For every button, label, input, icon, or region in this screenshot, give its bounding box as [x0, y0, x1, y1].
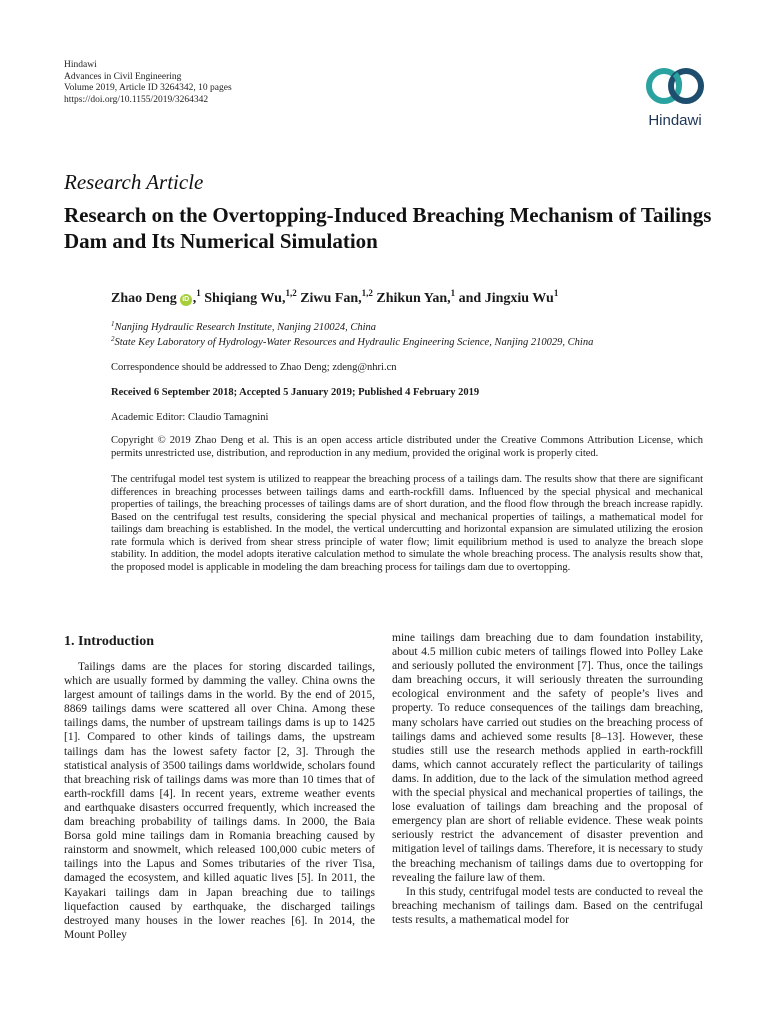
publisher-name: Hindawi: [64, 60, 97, 70]
orcid-icon[interactable]: iD: [180, 294, 192, 306]
author-affil-sup: 1: [553, 288, 559, 298]
body-paragraph: In this study, centrifugal model tests are conducted to reveal the breaching mechanism of tailings dam. Based on the centrifugal tests results, a mathematical model for: [392, 885, 703, 926]
logo-text: Hindawi: [648, 112, 702, 129]
affiliation: [111, 322, 376, 333]
author-name[interactable]: Ziwu Fan,: [300, 291, 362, 306]
affiliation: [111, 337, 593, 348]
article-title: Research on the Overtopping-Induced Breaching Mechanism of Tailings Dam and Its Numerical Simulation: [64, 203, 712, 253]
abstract: The centrifugal model test system is utilized to reappear the breaching process of a tailings dam. The results show that there are significant differences in breaching processes between tailings dams and earth-rockfill dams. Influenced by the special physical and mechanical properties of tailings, the breaching processes of tailings dams are of short duration, and the flood flow through the breach increase rapidly. Based on the centrifugal test results, considering the special physical and mechanical properties of tailings, a mathematical model for tailings dam breaching is established. In the model, the vertical undercutting and horizontal expansion are simulated utilizing the erosion rate formula which is derived from shear stress principle of water flow; limit equilibrium method is used to analyze the breach slope stability. In addition, the model adopts iterative calculation method to simulate the whole breaching process. The analysis results show that, the proposed model is applicable in modeling the dam breaching process for tailings dam due to overtopping.: [111, 474, 703, 573]
body-paragraph: mine tailings dam breaching due to dam foundation instability, about 4.5 million cubic meters of tailings flowed into Polley Lake and seriously polluted the environment [7]. Thus, once the tailings dam breaching occurs, it will seriously threaten the surrounding ecological environment and the safety of people’s lives and property. To reduce consequences of the tailings dam breaching, many scholars have carried out studies on the breaching process of tailings dams and achieved some results [8–13]. However, these studies still use the research methods applied in earth-rockfill dams, which cannot accurately reflect the particularity of tailings dams. In addition, due to the lack of the simulation method agreed with the special physical and mechanical properties of tailings, the lose evaluation of tailings dam breaching and the proposal of emergency plan are short of reliable evidence. These weak points seriously restrict the advancement of disaster prevention and mitigation level of tailings dams. Therefore, it is necessary to study the breaching mechanism of tailings dams due to overtopping for revealing the failure law of them.: [392, 632, 703, 884]
hindawi-rings-icon: [634, 60, 716, 112]
copyright-notice: Copyright © 2019 Zhao Deng et al. This is an open access article distributed under the Creative Commons Attribution License, which permits unrestricted use, distribution, and reproduction in any medium, provided the original work is properly cited.: [111, 435, 703, 459]
body-paragraph: Tailings dams are the places for storing discarded tailings, which are usually formed by damming the valley. China owns the largest amount of tailings dams in the world. By the end of 2015, 8869 tailings dams were scattered all over China. Among these tailings dams, the number of upstream tailings dams is up to 1425 [1]. Compared to other kinds of tailings dams, the upstream tailings dam has the lowest safety factor [2, 3]. Through the statistical analysis of 3500 tailings dams worldwide, scholars found that breaching risk of tailings dams was more than 10 times that of earth-rockfill dams [4]. In recent years, extreme weather events and earthquake disasters occurred frequently, which increased the dam breaching probability of tailings dams. In 2000, the Baia Borsa gold mine tailings dam in Romania breaching caused by rainstorm and snowmelt, which released 100,000 cubic meters of tailings into the Lapus and Somes tributaries of the river Tisa, damaged the ecosystem, and killed aquatic lives [5]. In 2011, the Kayakari tailings dam in Japan breaching due to tailings liquefaction caused by earthquake, the discharged tailings destroyed many houses in the lower reaches [6]. In 2014, the Mount Polley: [64, 661, 375, 941]
affil-sup: 2: [111, 335, 115, 343]
author-name[interactable]: Zhao Deng: [111, 291, 177, 306]
author-affil-sup: 1,2: [361, 288, 373, 298]
author-affil-sup: 1: [196, 288, 201, 298]
author-affil-sup: 1: [450, 288, 456, 298]
journal-meta: [64, 60, 232, 106]
doi-link[interactable]: https://doi.org/10.1155/2019/3264342: [64, 94, 209, 105]
author-name[interactable]: and Jingxiu Wu: [458, 291, 554, 306]
section-heading: 1. Introduction: [64, 634, 154, 649]
academic-editor: Academic Editor: Claudio Tamagnini: [111, 412, 269, 423]
affil-text: Nanjing Hydraulic Research Institute, Nanjing 210024, China: [114, 322, 377, 333]
publication-dates: Received 6 September 2018; Accepted 5 January 2019; Published 4 February 2019: [111, 387, 480, 398]
author-list: Zhao Deng iD ,$^1$ Shiqiang Wu,$^{1,2}$ Ziwu Fan,$^{1,2}$ Zhikun Yan,$^1$ and Jingxiu Wu$^1$: [111, 288, 559, 306]
correspondence: Correspondence should be addressed to Zhao Deng; zdeng@nhri.cn: [111, 362, 397, 373]
author-affil-sup: 1,2: [285, 288, 297, 298]
author-name[interactable]: Shiqiang Wu,: [204, 291, 286, 306]
affil-text: State Key Laboratory of Hydrology-Water Resources and Hydraulic Engineering Science, Nanjing 210029, China: [114, 337, 594, 348]
body-column-left: [64, 660, 375, 942]
hindawi-logo: [634, 60, 716, 136]
volume-line: Volume 2019, Article ID 3264342, 10 pages: [64, 83, 232, 94]
article-type: Research Article: [64, 170, 204, 194]
affil-sup: 1: [111, 320, 115, 328]
journal-name: Advances in Civil Engineering: [64, 71, 182, 82]
author-name[interactable]: Zhikun Yan,: [376, 291, 451, 306]
body-column-right: [392, 631, 703, 927]
